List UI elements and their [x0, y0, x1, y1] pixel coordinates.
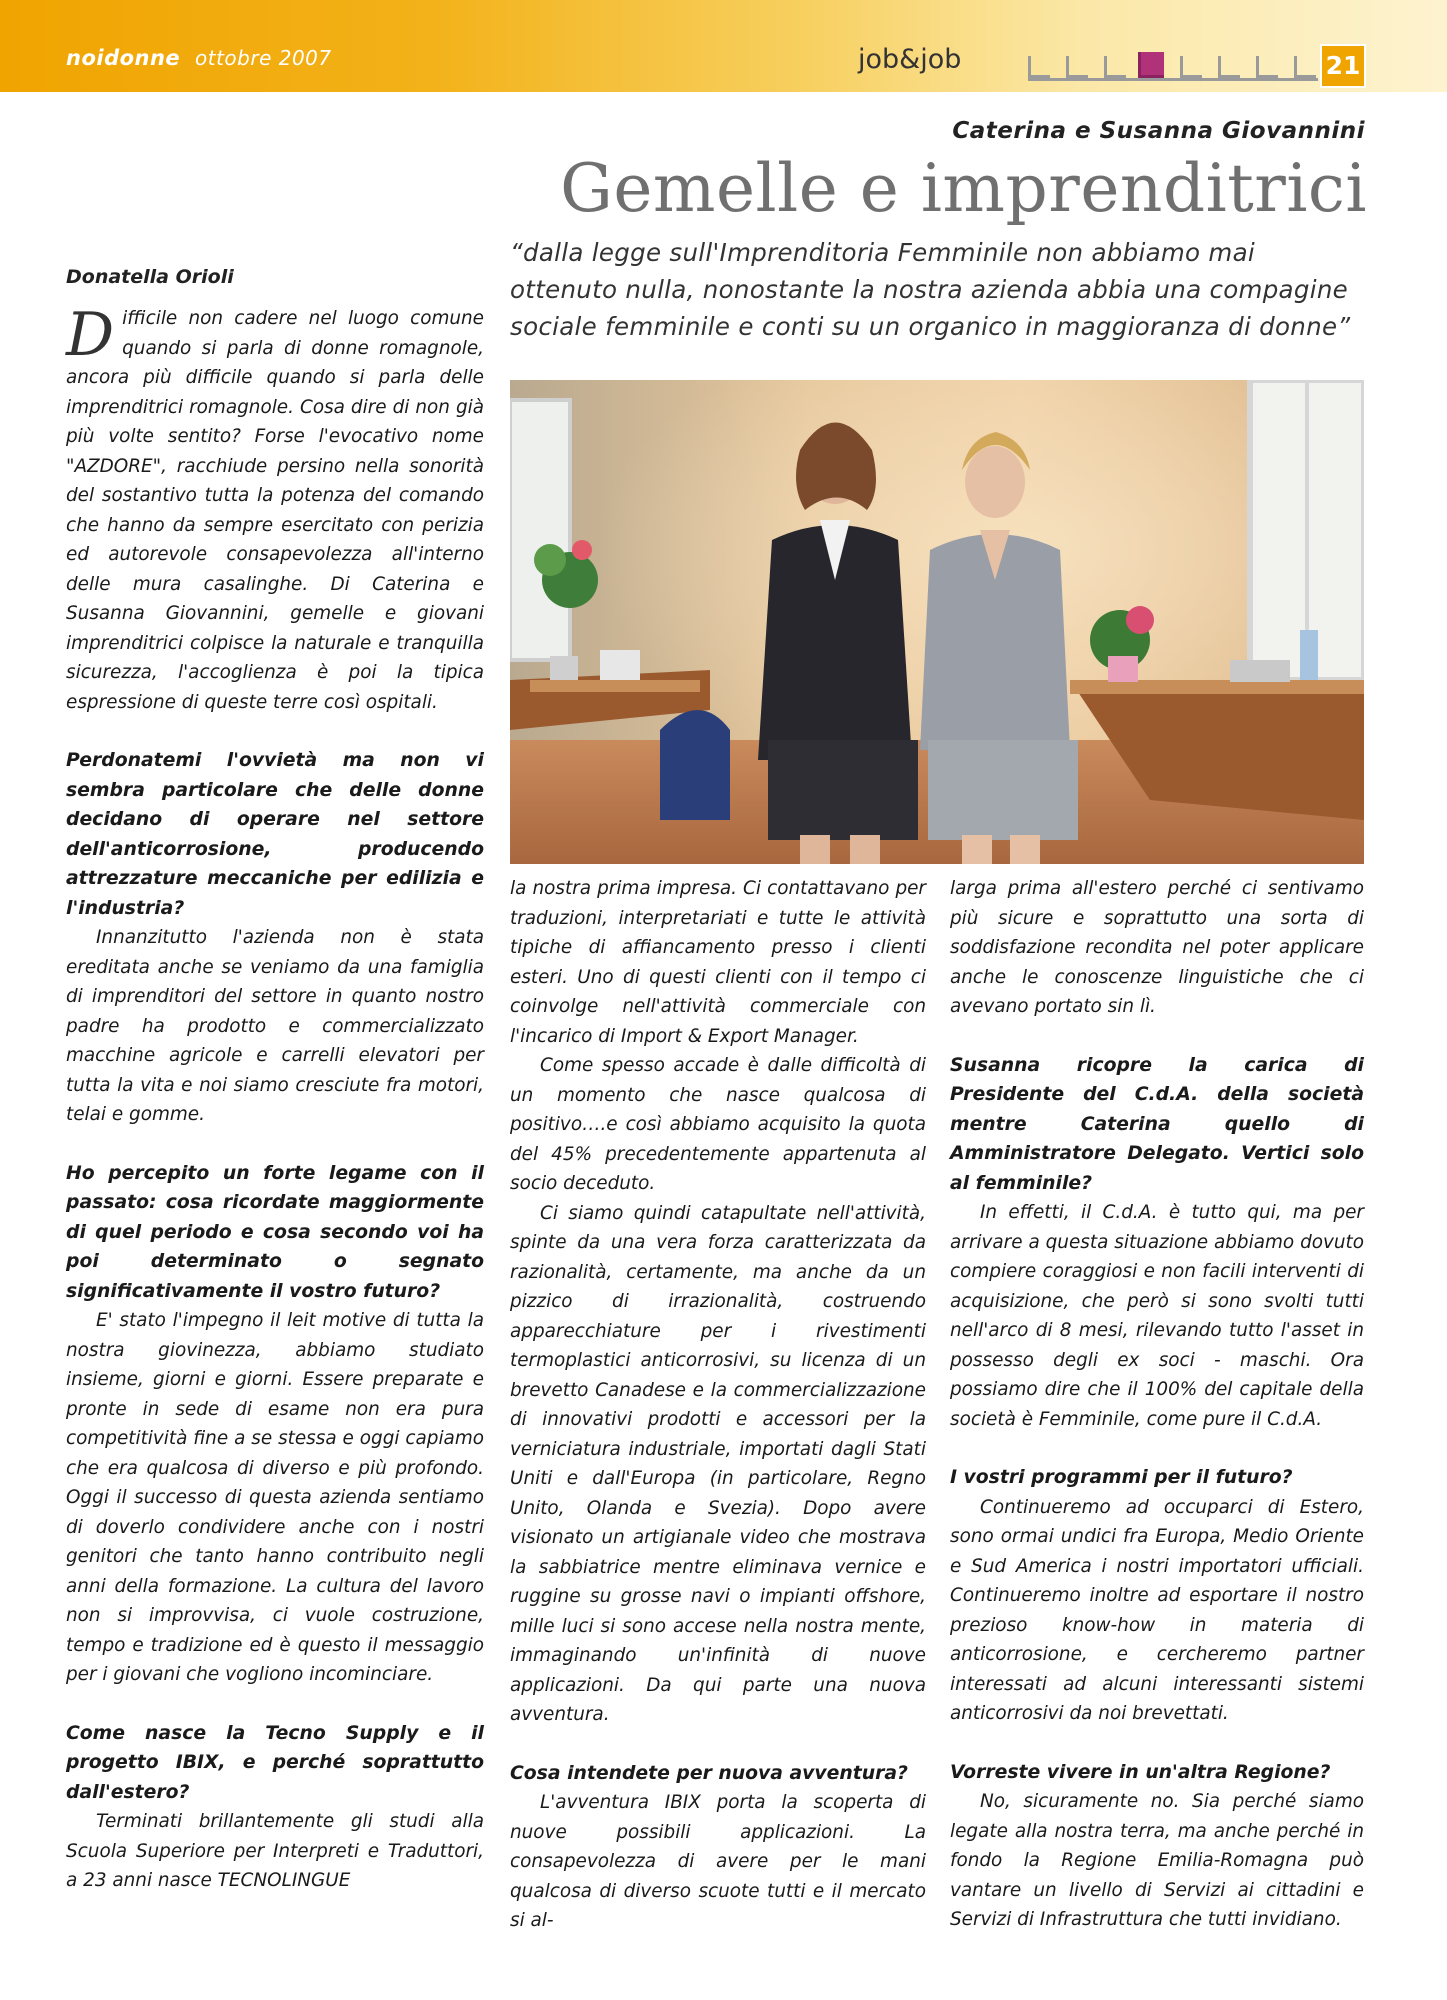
- question-5: Susanna ricopre la carica di Presidente del C.d.A. della società mentre Caterina quello di Amministratore Delegato. Vertici solo al femminile?: [950, 1054, 1364, 1194]
- magazine-name: noidonne: [66, 46, 181, 70]
- question-3: Come nasce la Tecno Supply e il progetto IBIX, e perché soprattutto dall'estero?: [66, 1722, 484, 1803]
- article-column-2: [510, 874, 926, 1936]
- question-6: I vostri programmi per il futuro?: [950, 1467, 1293, 1488]
- decoration-line: [1028, 78, 1318, 81]
- decoration-square: [1294, 56, 1316, 78]
- answer-5: In effetti, il C.d.A. è tutto qui, ma per arrivare a questa situazione abbiamo dovuto compiere coraggiosi e non facili interventi di acquisizione, che però si sono svolti tutti nell'arco di 8 mesi, rilevando tutto l'asset in possesso degli ex soci - maschi. Ora possiamo dire che il 100% del capitale della società è Femminile, come pure il C.d.A.: [950, 1202, 1364, 1430]
- article-author: Donatella Orioli: [66, 266, 234, 288]
- answer-2: E' stato l'impegno il leit motive di tutta la nostra giovinezza, abbiamo studiato insieme, giorni e giorni. Essere preparate e pronte in sede di esame non era pura competitività fine a se stessa e oggi capiamo che era qualcosa di diverso e più profondo. Oggi il successo di questa azienda sentiamo di doverlo condividere anche con i nostri genitori che tanto hanno contribuito negli anni della formazione. La cultura del lavoro non si improvvisa, ci vuole costruzione, tempo e tradizione ed è questo il messaggio per i giovani che vogliono incominciare.: [66, 1310, 484, 1685]
- question-7: Vorreste vivere in un'altra Regione?: [950, 1761, 1331, 1783]
- decoration-square: [1104, 56, 1126, 78]
- question-4: Cosa intendete per nuova avventura?: [510, 1762, 908, 1784]
- col3-paragraph-1: larga prima all'estero perché ci sentivamo più sicure e soprattutto una sorta di soddisfazione recondita nel poter applicare anche le conoscenze linguistiche che ci avevano portato sin lì.: [950, 878, 1364, 1017]
- article-title: Gemelle e imprenditrici: [560, 150, 1367, 227]
- page-number: 21: [1320, 44, 1366, 88]
- photo-illustration: [510, 380, 1364, 864]
- answer-3: Terminati brillantemente gli studi alla Scuola Superiore per Interpreti e Traduttori, a 23 anni nasce TECNOLINGUE: [66, 1811, 484, 1891]
- decoration-square: [1066, 56, 1088, 78]
- answer-7: No, sicuramente no. Sia perché siamo legate alla nostra terra, ma anche perché in fondo la Regione Emilia-Romagna può vantare un livello di Servizi ai cittadini e Servizi di Infrastruttura che tutti invidiano.: [950, 1791, 1364, 1930]
- decoration-square-accent: [1138, 52, 1164, 78]
- col2-paragraph-1: la nostra prima impresa. Ci contattavano per traduzioni, interpretariati e tutte le attività tipiche di affiancamento presso i clienti esteri. Uno di questi clienti con il tempo ci coinvolge nell'attività commerciale con l'incarico di Import & Export Manager.: [510, 878, 926, 1047]
- col2-paragraph-3: Ci siamo quindi catapultate nell'attività, spinte da una vera forza caratterizzata da razionalità, certamente, ma anche da un pizzico di irrazionalità, costruendo apparecchiature per i rivestimenti termoplastici anticorrosivi, su licenza di un brevetto Canadese e la commercializzazione di innovativi prodotti e accessori per la verniciatura industriale, importati dagli Stati Uniti e dall'Europa (in particolare, Regno Unito, Olanda e Svezia). Dopo avere visionato un artigianale video che mostrava la sabbiatrice mentre eliminava vernice e ruggine su grosse navi o impianti offshore, mille luci si sono accese nella nostra mente, immaginando un'infinità di nuove applicazioni. Da qui parte una nuova avventura.: [510, 1202, 926, 1725]
- drop-cap: D: [66, 300, 115, 370]
- article-kicker: Caterina e Susanna Giovannini: [952, 118, 1365, 144]
- issue-date: ottobre 2007: [195, 46, 332, 70]
- article-photo: [510, 380, 1364, 864]
- question-2: Ho percepito un forte legame con il passato: cosa ricordate maggiormente di quel periodo e cosa secondo voi ha poi determinato o segnato significativamente il vostro futuro?: [66, 1162, 484, 1302]
- question-1: Perdonatemi l'ovvietà ma non vi sembra particolare che delle donne decidano di operare nel settore dell'anticorrosione, producendo attrezzature meccaniche per edilizia e l'industria?: [66, 750, 484, 919]
- section-label: job&job: [858, 44, 962, 75]
- decoration-square: [1256, 56, 1278, 78]
- header-decoration: [1028, 56, 1318, 82]
- article-lead-quote: “dalla legge sull'Imprenditoria Femminile non abbiamo mai ottenuto nulla, nonostante la nostra azienda abbia una compagine sociale femminile e conti su un organico in maggioranza di donne”: [510, 238, 1351, 341]
- decoration-square: [1028, 56, 1050, 78]
- decoration-square: [1180, 56, 1202, 78]
- article-column-1: [66, 300, 484, 1896]
- intro-paragraph: [66, 300, 484, 717]
- answer-4: L'avventura IBIX porta la scoperta di nuove possibili applicazioni. La consapevolezza di avere per le mani qualcosa di diverso scuote tutti e il mercato si al-: [510, 1792, 926, 1931]
- intro-text: ifficile non cadere nel luogo comune quando si parla di donne romagnole, ancora più difficile quando si parla delle imprenditrici romagnole. Cosa dire di non già più volte sentito? Forse l'evocativo nome "AZDORE", racchiude persino nella sonorità del sostantivo tutta la potenza del comando che hanno da sempre esercitato con perizia ed autorevole consapevolezza all'interno delle mura casalinghe. Di Caterina e Susanna Giovannini, gemelle e giovani imprenditrici colpisce la naturale e tranquilla sicurezza, l'accoglienza è poi la tipica espressione di queste terre così ospitali.: [66, 308, 484, 713]
- answer-6: Continueremo ad occuparci di Estero, sono ormai undici fra Europa, Medio Oriente e Sud America i nostri importatori ufficiali. Continueremo inoltre ad esportare il nostro prezioso know-how in materia di anticorrosione, e cercheremo partner interessati ad alcuni interessanti sistemi anticorrosivi da noi brevettati.: [950, 1496, 1364, 1724]
- col2-paragraph-2: Come spesso accade è dalle difficoltà di un momento che nasce qualcosa di positivo….e così abbiamo acquisito la quota del 45% precedentemente appartenuta al socio deceduto.: [510, 1055, 926, 1194]
- article-column-3: [950, 874, 1364, 1935]
- decoration-square: [1218, 56, 1240, 78]
- answer-1: Innanzitutto l'azienda non è stata ereditata anche se veniamo da una famiglia di imprenditori del settore in quanto nostro padre ha prodotto e commercializzato macchine agricole e carrelli elevatori per tutta la vita e noi siamo cresciute fra motori, telai e gomme.: [66, 927, 484, 1125]
